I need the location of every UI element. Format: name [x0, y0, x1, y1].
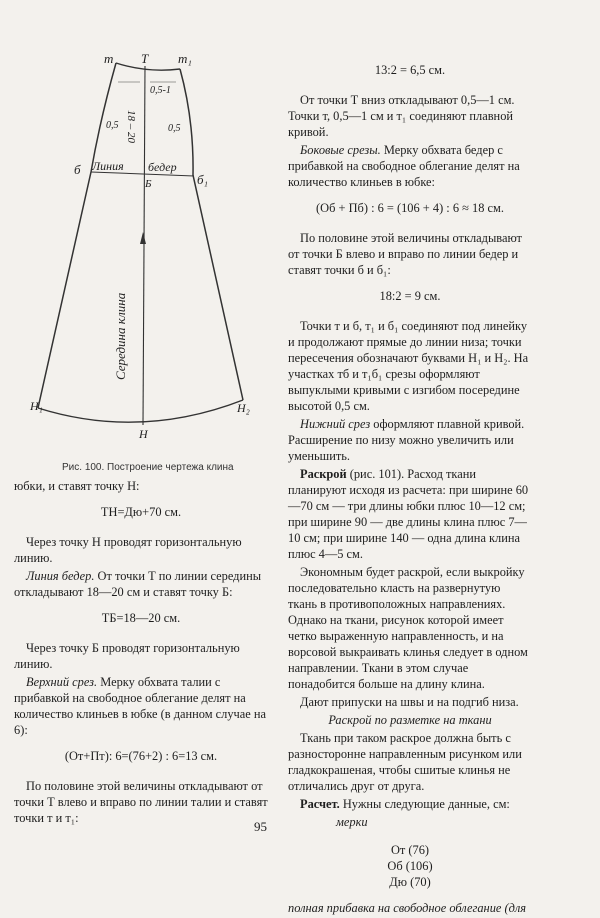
formula: (От+Пт): 6=(76+2) : 6=13 см.	[64, 749, 218, 763]
paragraph: юбки, и ставят точку Н:	[14, 479, 140, 493]
section-label: Расчет.	[300, 797, 340, 811]
section-label: Нижний срез	[300, 417, 371, 431]
subheading: мерки	[336, 815, 368, 829]
paragraph: Боковые срезы. Мерку обхвата бедер с прибавкой на свободное облегание делят на количество клиньев в юбке:	[288, 143, 520, 189]
paragraph: Ткань при таком раскрое должна быть с разносторонне направленным рисунком или гладкокрашеная, чтобы сшитые клинья не отличались друг от друга.	[288, 731, 522, 793]
label-t: т	[104, 51, 114, 66]
label-b1: б₁	[197, 172, 209, 187]
subheading: Раскрой по разметке на ткани	[328, 713, 492, 727]
formula: ТБ=18—20 см.	[101, 611, 181, 625]
page-number: 95	[254, 819, 267, 834]
section-label: Боковые срезы.	[300, 143, 381, 157]
measurement: Об (106)	[387, 859, 433, 873]
paragraph: По половине этой величины откладывают от точки Т влево и вправо по линии талии и ставят точки т и т₁:	[14, 779, 268, 825]
label-hip-line2: бедер	[148, 160, 177, 174]
formula: ТН=Дю+70 см.	[100, 505, 182, 519]
label-H: Н	[139, 427, 148, 441]
formula: (Об + Пб) : 6 = (106 + 4) : 6 ≈ 18 см.	[316, 201, 504, 215]
label-dist-top: 18 – 20	[125, 110, 137, 143]
section-label: Раскрой	[300, 467, 347, 481]
label-half-left: 0,5	[106, 120, 119, 131]
label-b: б	[74, 162, 81, 177]
paragraph: Расчет. Нужны следующие данные, см:	[300, 797, 510, 811]
measurement: От (76)	[390, 843, 430, 857]
right-column	[288, 62, 532, 918]
left-column	[14, 478, 268, 828]
label-half-right: 0,5	[168, 123, 181, 134]
figure-caption: Рис. 100. Построение чертежа клина	[62, 462, 234, 473]
section-label: Линия бедер.	[26, 569, 95, 583]
paragraph: Точки т и б, т₁ и б₁ соединяют под линейку и продолжают прямые до линии низа; точки пересечения обозначают буквами Н₁ и Н₂. На участках тб и т₁б₁ срезы оформляют выпуклыми кривыми с изгибом посередине высотой 0,5 см.	[288, 319, 529, 413]
measurements-list	[288, 842, 532, 890]
paragraph: Через точку Н проводят горизонтальную линию.	[14, 535, 242, 565]
label-H1: Н₁	[30, 399, 43, 413]
paragraph: Линия бедер. От точки Т по линии середины откладывают 18—20 см и ставят точку Б:	[14, 569, 262, 599]
paragraph: От точки Т вниз откладывают 0,5—1 см. Точки т, 0,5—1 см и т₁ соединяют плавной кривой.	[288, 93, 515, 139]
gore-draft-figure	[0, 0, 290, 460]
paragraph: Через точку Б проводят горизонтальную линию.	[14, 641, 240, 671]
paragraph: Экономным будет раскрой, если выкройку последовательно класть на развернутую ткань в противоположных направлениях. Однако на ткани, рисунок которой имеет четко выраженную направленность, и на ворсовой выкраивать клинья следует в одном направлении. Ткани в этом случае понадобится больше на длину клина.	[288, 565, 528, 691]
paragraph: полная прибавка на свободное облегание (для	[288, 901, 527, 915]
label-T: Т	[141, 51, 149, 66]
paragraph: Раскрой (рис. 101). Расход ткани планируют исходя из расчета: при ширине 60—70 см — три длины юбки плюс 10—12 см; при ширине 90 — две длины клина плюс 7—10 см; при ширине 140 — одна длина клина плюс 4—5 см.	[288, 467, 529, 561]
paragraph: Дают припуски на швы и на подгиб низа.	[300, 695, 519, 709]
paragraph: Верхний срез. Мерку обхвата талии с прибавкой на свободное облегание делят на количество клиньев в юбке (в данном случае на 6):	[14, 675, 267, 737]
paragraph: Нижний срез оформляют плавной кривой. Расширение по низу можно увеличить или уменьшить.	[288, 417, 525, 463]
paragraph: По половине этой величины откладывают от точки Б влево и вправо по линии бедер и ставят точки б и б₁:	[288, 231, 522, 277]
label-B: Б	[145, 178, 152, 190]
formula: 13:2 = 6,5 см.	[374, 63, 446, 77]
section-label: Верхний срез.	[26, 675, 98, 689]
label-hip-line: Линия	[92, 159, 124, 173]
formula: 18:2 = 9 см.	[379, 289, 441, 303]
measurement: Дю (70)	[389, 875, 431, 889]
label-seg-top: 0,5-1	[150, 85, 171, 96]
label-H2: Н₂	[237, 401, 250, 415]
label-t1: т₁	[178, 51, 192, 66]
label-center: Середина клина	[113, 292, 128, 380]
